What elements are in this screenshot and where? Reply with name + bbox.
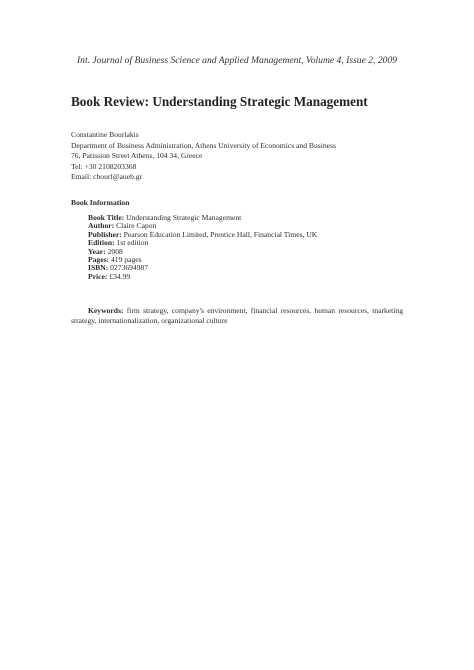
book-info-value: 1st edition	[116, 238, 149, 248]
book-info-label: Year:	[88, 246, 106, 256]
book-info-label: Publisher:	[88, 229, 122, 239]
book-info-value: 0273694987	[110, 263, 149, 273]
book-info-value: £34.99	[109, 271, 131, 281]
book-info-label: Pages:	[88, 255, 110, 265]
book-info-heading: Book Information	[71, 198, 130, 207]
keywords-paragraph	[71, 306, 403, 326]
author-tel: Tel: +30 2108203368	[71, 161, 137, 171]
book-info-label: ISBN:	[88, 263, 109, 273]
book-info-value: Pearson Education Limited, Prentice Hall, Financial Times, UK	[123, 229, 318, 239]
book-info-value: Claire Capon	[116, 221, 157, 231]
book-info-list	[88, 214, 317, 281]
author-address: 76, Patission Street Athens, 104 34, Greece	[71, 151, 203, 161]
book-info-label: Edition:	[88, 238, 115, 248]
book-info-label: Author:	[88, 221, 115, 231]
keywords-text: firm strategy, company's environment, financial resources, human resources, marketing strategy, internationalization, organizational culture	[71, 306, 403, 325]
book-info-value: 2008	[107, 246, 123, 256]
book-info-value: Understanding Strategic Management	[126, 213, 242, 222]
journal-header: Int. Journal of Business Science and Applied Management, Volume 4, Issue 2, 2009	[76, 55, 398, 66]
author-name: Constantine Bourlakis	[71, 130, 139, 139]
author-department: Department of Business Administration, Athens University of Economics and Business	[71, 140, 336, 150]
author-email: Email: cbourl@aueb.gr	[71, 172, 143, 182]
author-block	[71, 130, 336, 183]
book-info-label: Price:	[88, 271, 108, 281]
book-info-row	[88, 273, 317, 281]
book-info-value: 419 pages	[111, 255, 142, 265]
book-info-label: Book Title:	[88, 213, 125, 222]
page-title: Book Review: Understanding Strategic Management	[71, 94, 368, 109]
keywords-label: Keywords:	[88, 306, 124, 315]
